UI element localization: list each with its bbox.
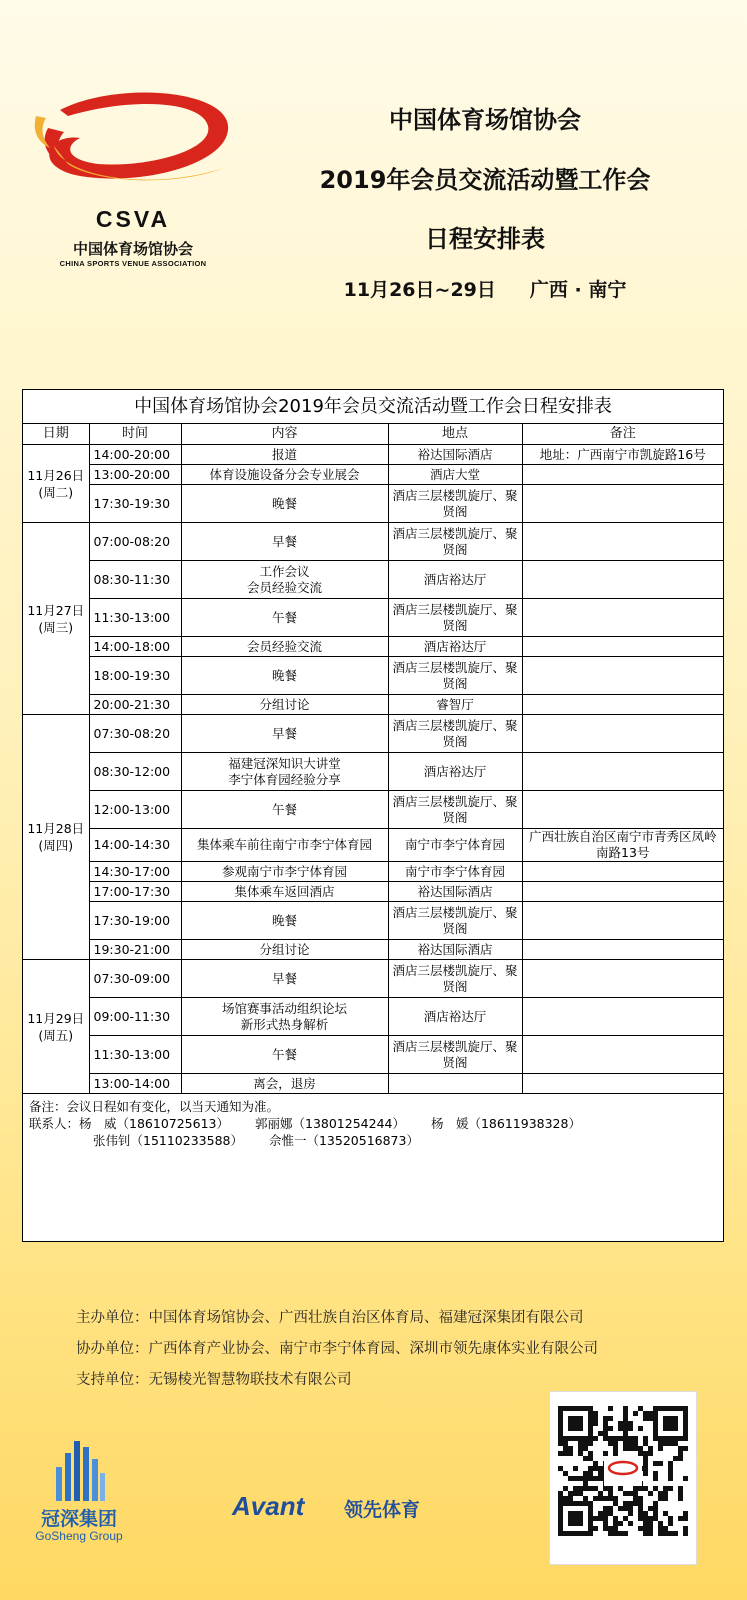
avant-name-en: Avant bbox=[232, 1491, 305, 1521]
place-cell: 酒店大堂 bbox=[388, 465, 522, 485]
content-text: 晚餐 bbox=[271, 667, 297, 683]
place-cell: 酒店三层楼凯旋厅、聚贤阁 bbox=[388, 902, 522, 940]
schedule-table bbox=[22, 389, 724, 1242]
time-cell: 14:00-18:00 bbox=[89, 637, 181, 657]
note-cell bbox=[522, 637, 723, 657]
content-text: 集体乘车前往南宁市李宁体育园 bbox=[196, 837, 372, 852]
table-row bbox=[23, 940, 723, 960]
contacts-line2 bbox=[29, 1132, 717, 1149]
place-cell: 酒店三层楼凯旋厅、聚贤阁 bbox=[388, 657, 522, 695]
table-row bbox=[23, 902, 723, 940]
table-row bbox=[23, 882, 723, 902]
content-text: 参观南宁市李宁体育园 bbox=[221, 863, 347, 879]
content-cell bbox=[181, 998, 388, 1036]
place-cell: 酒店三层楼凯旋厅、聚贤阁 bbox=[388, 960, 522, 998]
gosheng-name-cn: 冠深集团 bbox=[40, 1508, 117, 1530]
schedule-title: 中国体育场馆协会2019年会员交流活动暨工作会日程安排表 bbox=[23, 390, 723, 424]
place-cell: 裕达国际酒店 bbox=[388, 940, 522, 960]
content-text: 李宁体育园经验分享 bbox=[228, 771, 341, 787]
content-cell bbox=[181, 523, 388, 561]
table-row bbox=[23, 465, 723, 485]
content-text: 午餐 bbox=[271, 1046, 297, 1062]
place-cell: 酒店裕达厅 bbox=[388, 998, 522, 1036]
qr-code-icon bbox=[550, 1392, 696, 1564]
content-text: 午餐 bbox=[271, 609, 297, 625]
table-row bbox=[23, 1074, 723, 1094]
supporting-organizers: 支持单位：无锡棱光智慧物联技术有限公司 bbox=[76, 1372, 352, 1388]
note-cell bbox=[522, 882, 723, 902]
place-cell: 酒店裕达厅 bbox=[388, 637, 522, 657]
time-cell: 17:30-19:00 bbox=[89, 902, 181, 940]
time-cell: 17:30-19:30 bbox=[89, 485, 181, 523]
date-label: 11月27日 bbox=[27, 602, 85, 618]
content-text: 分组讨论 bbox=[259, 941, 310, 957]
content-cell bbox=[181, 1074, 388, 1094]
note-cell bbox=[522, 523, 723, 561]
column-header: 日期 bbox=[23, 424, 89, 445]
logo-name-en: CHINA SPORTS VENUE ASSOCIATION bbox=[59, 259, 207, 268]
gosheng-logo bbox=[24, 1437, 134, 1549]
csva-logo bbox=[28, 88, 238, 288]
time-cell: 07:00-08:20 bbox=[89, 523, 181, 561]
note-cell: 广西壮族自治区南宁市青秀区凤岭南路13号 bbox=[522, 829, 723, 862]
column-header: 地点 bbox=[388, 424, 522, 445]
table-row bbox=[23, 960, 723, 998]
date-cell bbox=[23, 445, 89, 523]
table-row bbox=[23, 791, 723, 829]
note-cell bbox=[522, 599, 723, 637]
note-cell bbox=[522, 657, 723, 695]
time-cell: 08:30-11:30 bbox=[89, 561, 181, 599]
time-cell: 14:00-20:00 bbox=[89, 445, 181, 465]
table-row bbox=[23, 523, 723, 561]
content-cell bbox=[181, 637, 388, 657]
table-row bbox=[23, 599, 723, 637]
content-cell bbox=[181, 715, 388, 753]
content-cell bbox=[181, 1036, 388, 1074]
contacts-line1 bbox=[29, 1115, 717, 1132]
schedule-notes bbox=[23, 1094, 723, 1153]
place-cell: 睿智厅 bbox=[388, 695, 522, 715]
content-text: 晚餐 bbox=[271, 495, 297, 511]
page-title-line2: 2019年会员交流活动暨工作会 bbox=[319, 166, 651, 194]
gosheng-name-en: GoSheng Group bbox=[35, 1529, 123, 1543]
content-cell bbox=[181, 657, 388, 695]
note-cell: 地址：广西南宁市凯旋路16号 bbox=[522, 445, 723, 465]
date-label: 11月28日 bbox=[27, 821, 85, 836]
avant-name-cn: 领先体育 bbox=[344, 1499, 421, 1521]
content-cell bbox=[181, 791, 388, 829]
place-cell: 酒店三层楼凯旋厅、聚贤阁 bbox=[388, 523, 522, 561]
content-cell bbox=[181, 902, 388, 940]
note-cell bbox=[522, 960, 723, 998]
content-cell bbox=[181, 485, 388, 523]
table-row bbox=[23, 829, 723, 862]
date-cell bbox=[23, 715, 89, 960]
content-cell bbox=[181, 561, 388, 599]
content-text: 会员经验交流 bbox=[246, 579, 322, 595]
note-cell bbox=[522, 485, 723, 523]
time-cell: 07:30-09:00 bbox=[89, 960, 181, 998]
date-cell bbox=[23, 523, 89, 715]
content-text: 分组讨论 bbox=[259, 696, 310, 712]
event-location: 广西 · 南宁 bbox=[529, 279, 627, 301]
time-cell: 17:00-17:30 bbox=[89, 882, 181, 902]
place-cell: 酒店裕达厅 bbox=[388, 561, 522, 599]
note-cell bbox=[522, 998, 723, 1036]
gosheng-buildings-icon bbox=[54, 1437, 106, 1501]
time-cell: 14:30-17:00 bbox=[89, 862, 181, 882]
contacts-label: 联系人： bbox=[29, 1116, 80, 1131]
content-text: 晚餐 bbox=[271, 912, 297, 928]
time-cell: 18:00-19:30 bbox=[89, 657, 181, 695]
note-cell bbox=[522, 940, 723, 960]
csva-swoosh-icon bbox=[28, 88, 238, 203]
weekday-label: (周三) bbox=[38, 619, 74, 635]
content-cell bbox=[181, 695, 388, 715]
table-row bbox=[23, 637, 723, 657]
content-text: 福建冠深知识大讲堂 bbox=[228, 755, 341, 771]
place-cell: 裕达国际酒店 bbox=[388, 882, 522, 902]
content-cell bbox=[181, 940, 388, 960]
date-label: 11月26日 bbox=[27, 467, 85, 483]
content-cell bbox=[181, 753, 388, 791]
column-header: 时间 bbox=[89, 424, 181, 445]
time-cell: 09:00-11:30 bbox=[89, 998, 181, 1036]
time-cell: 12:00-13:00 bbox=[89, 791, 181, 829]
content-text: 午餐 bbox=[271, 801, 297, 817]
content-cell bbox=[181, 599, 388, 637]
table-row bbox=[23, 485, 723, 523]
content-cell bbox=[181, 465, 388, 485]
time-cell: 13:00-14:00 bbox=[89, 1074, 181, 1094]
note-cell bbox=[522, 1074, 723, 1094]
note-cell bbox=[522, 791, 723, 829]
content-cell bbox=[181, 862, 388, 882]
content-text: 报道 bbox=[271, 446, 297, 462]
schedule-grid bbox=[23, 390, 723, 1094]
note-cell bbox=[522, 715, 723, 753]
place-cell: 裕达国际酒店 bbox=[388, 445, 522, 465]
content-text: 体育设施设备分会专业展会 bbox=[209, 466, 360, 482]
place-cell: 酒店三层楼凯旋厅、聚贤阁 bbox=[388, 791, 522, 829]
time-cell: 19:30-21:00 bbox=[89, 940, 181, 960]
note-cell bbox=[522, 465, 723, 485]
date-label: 11月29日 bbox=[27, 1010, 85, 1026]
note-cell bbox=[522, 862, 723, 882]
content-text: 早餐 bbox=[271, 970, 297, 986]
contact-item: 张伟钊（15110233588） bbox=[93, 1133, 243, 1148]
note-cell bbox=[522, 561, 723, 599]
place-cell: 酒店三层楼凯旋厅、聚贤阁 bbox=[388, 599, 522, 637]
time-cell: 08:30-12:00 bbox=[89, 753, 181, 791]
table-row bbox=[23, 695, 723, 715]
date-cell bbox=[23, 960, 89, 1094]
table-row bbox=[23, 753, 723, 791]
content-text: 场馆赛事活动组织论坛 bbox=[221, 1000, 347, 1016]
place-cell: 酒店裕达厅 bbox=[388, 753, 522, 791]
schedule-title-row bbox=[23, 390, 723, 424]
table-row bbox=[23, 561, 723, 599]
logo-abbr: CSVA bbox=[95, 206, 171, 232]
co-host-organizers: 协办单位：广西体育产业协会、南宁市李宁体育园、深圳市领先康体实业有限公司 bbox=[76, 1341, 598, 1357]
weekday-label: (周五) bbox=[38, 1027, 74, 1043]
note-cell bbox=[522, 753, 723, 791]
table-row bbox=[23, 445, 723, 465]
place-cell bbox=[388, 1074, 522, 1094]
content-cell bbox=[181, 829, 388, 862]
weekday-label: (周二) bbox=[38, 484, 74, 500]
note-cell bbox=[522, 695, 723, 715]
page-title-line1: 中国体育场馆协会 bbox=[389, 106, 581, 134]
contact-item: 郭丽娜（13801254244） bbox=[255, 1116, 405, 1131]
column-header: 备注 bbox=[522, 424, 723, 445]
place-cell: 酒店三层楼凯旋厅、聚贤阁 bbox=[388, 1036, 522, 1074]
place-cell: 酒店三层楼凯旋厅、聚贤阁 bbox=[388, 715, 522, 753]
weekday-label: (周四) bbox=[38, 838, 74, 853]
schedule-header-row bbox=[23, 424, 723, 445]
time-cell: 14:00-14:30 bbox=[89, 829, 181, 862]
schedule-remark: 备注：会议日程如有变化，以当天通知为准。 bbox=[29, 1099, 280, 1114]
time-cell: 13:00-20:00 bbox=[89, 465, 181, 485]
content-text: 离会，退房 bbox=[253, 1075, 316, 1091]
content-text: 工作会议 bbox=[259, 563, 310, 579]
place-cell: 酒店三层楼凯旋厅、聚贤阁 bbox=[388, 485, 522, 523]
note-cell bbox=[522, 902, 723, 940]
contact-item: 佘惟一（13520516873） bbox=[268, 1133, 419, 1148]
column-header: 内容 bbox=[181, 424, 388, 445]
content-text: 早餐 bbox=[271, 533, 297, 549]
event-dates: 11月26日~29日 bbox=[343, 279, 496, 301]
content-text: 新形式热身解析 bbox=[240, 1016, 329, 1032]
event-date-location bbox=[240, 275, 730, 302]
place-cell: 南宁市李宁体育园 bbox=[388, 862, 522, 882]
qr-code bbox=[549, 1391, 697, 1565]
content-cell bbox=[181, 960, 388, 998]
contact-item: 杨 媛（18611938328） bbox=[430, 1116, 581, 1131]
host-organizers: 主办单位：中国体育场馆协会、广西壮族自治区体育局、福建冠深集团有限公司 bbox=[76, 1310, 584, 1326]
content-text: 集体乘车返回酒店 bbox=[234, 883, 335, 899]
table-row bbox=[23, 862, 723, 882]
place-cell: 南宁市李宁体育园 bbox=[388, 829, 522, 862]
time-cell: 20:00-21:30 bbox=[89, 695, 181, 715]
table-row bbox=[23, 998, 723, 1036]
page-title-line3: 日程安排表 bbox=[425, 225, 545, 253]
table-row bbox=[23, 657, 723, 695]
content-text: 早餐 bbox=[271, 725, 297, 741]
content-cell bbox=[181, 882, 388, 902]
time-cell: 11:30-13:00 bbox=[89, 599, 181, 637]
time-cell: 07:30-08:20 bbox=[89, 715, 181, 753]
avant-logo bbox=[232, 1487, 462, 1523]
contact-item: 杨 威（18610725613） bbox=[79, 1116, 229, 1131]
content-cell bbox=[181, 445, 388, 465]
note-cell bbox=[522, 1036, 723, 1074]
content-text: 会员经验交流 bbox=[246, 638, 322, 654]
time-cell: 11:30-13:00 bbox=[89, 1036, 181, 1074]
table-row bbox=[23, 715, 723, 753]
logo-name-cn: 中国体育场馆协会 bbox=[72, 240, 193, 258]
table-row bbox=[23, 1036, 723, 1074]
